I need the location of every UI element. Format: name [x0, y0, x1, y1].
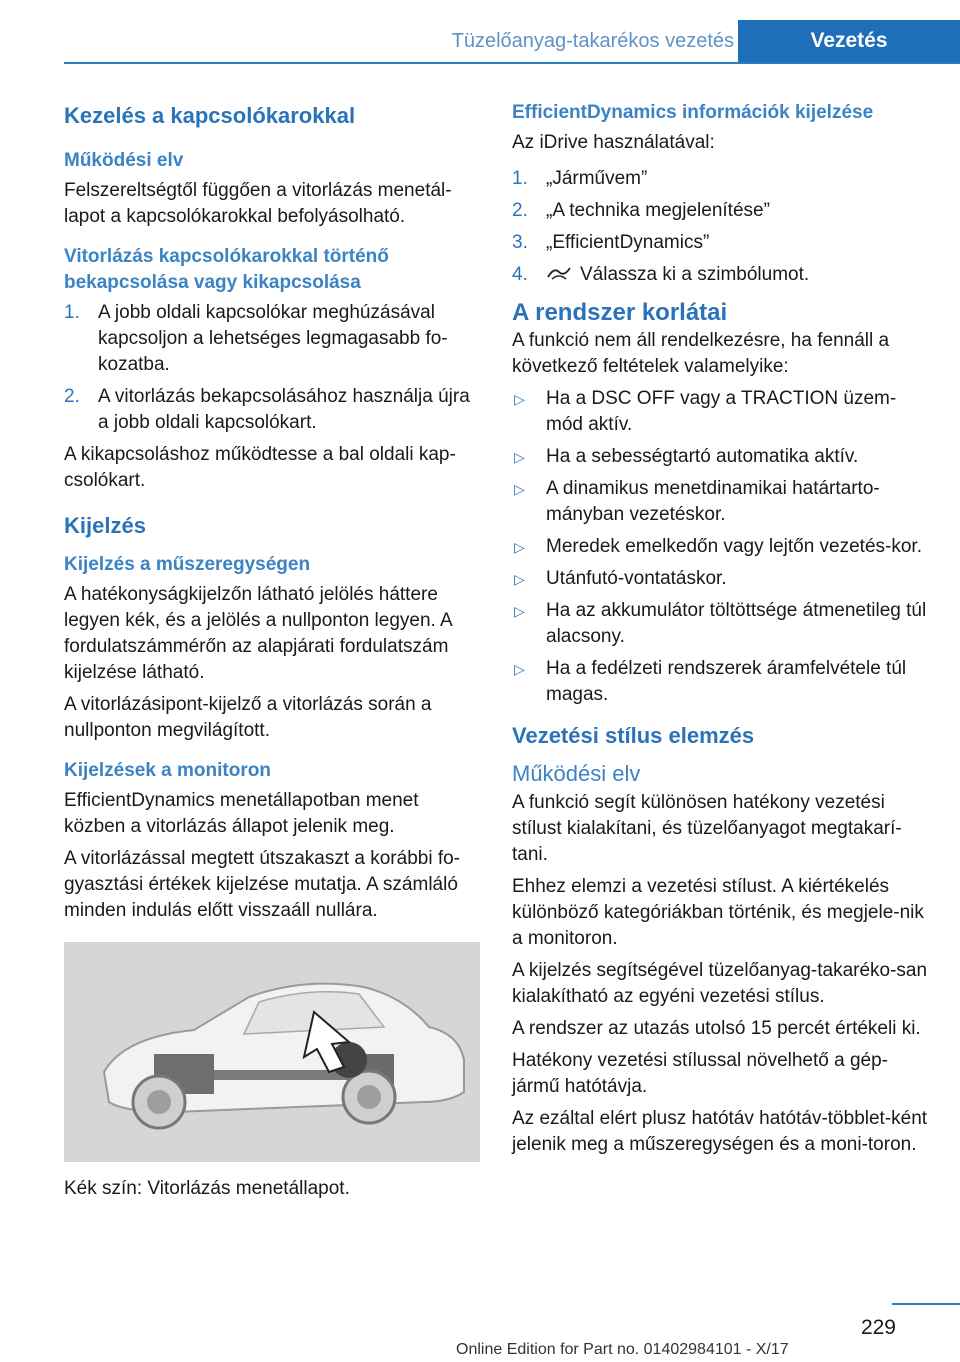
- list-item: [64, 300, 480, 378]
- list-item: [512, 198, 928, 224]
- heading-vezetesi-stilus: Vezetési stílus elemzés: [512, 723, 755, 748]
- efficientdynamics-symbol-icon: [546, 263, 572, 283]
- heading-efficientdynamics-info: EfficientDynamics információk kijelzése: [512, 102, 874, 123]
- list-item: [512, 476, 928, 528]
- bullet-text: Meredek emelkedőn vagy lejtőn vezetés-kor.: [546, 536, 922, 557]
- triangle-bullet-icon: ▷: [514, 449, 525, 465]
- list-item: [512, 230, 928, 256]
- step-number: 1.: [64, 302, 80, 323]
- paragraph-stilus-3: A kijelzés segítségével tüzelőanyag-takaréko-san kialakítható az egyéni vezetési stílus.: [512, 960, 928, 1007]
- bullet-text: Utánfutó-vontatáskor.: [546, 568, 727, 589]
- left-column: [64, 98, 480, 1208]
- paragraph-stilus-5: Hatékony vezetési stílussal növelhető a gép-jármű hatótávja.: [512, 1050, 888, 1097]
- page-header: [64, 22, 960, 64]
- paragraph-efficientdynamics: EfficientDynamics menetállapotban menet közben a vitorlázás állapot jelenik meg.: [64, 790, 419, 837]
- paragraph-stilus-2: Ehhez elemzi a vezetési stílust. A kiértékelés különböző kategóriákban történik, és megjele-nik a monitoron.: [512, 876, 924, 949]
- paragraph-vitorlazaspont: A vitorlázásipont-kijelző a vitorlázás során a nullponton megvilágított.: [64, 694, 432, 741]
- triangle-bullet-icon: ▷: [514, 391, 525, 407]
- car-illustration: [64, 942, 480, 1162]
- triangle-bullet-icon: ▷: [514, 571, 525, 587]
- bullet-text: Ha a fedélzeti rendszerek áramfelvétele túl magas.: [546, 658, 907, 705]
- header-section-title: Tüzelőanyag-takarékos vezetés: [451, 30, 734, 52]
- list-item: [512, 534, 928, 560]
- triangle-bullet-icon: ▷: [514, 661, 525, 677]
- heading-mukodesi-elv-2: Működési elv: [512, 761, 641, 786]
- list-item: [64, 384, 480, 436]
- list-item: [512, 386, 928, 438]
- triangle-bullet-icon: ▷: [514, 481, 525, 497]
- page-number: 229: [860, 1316, 896, 1339]
- bullet-text: Ha az akkumulátor töltöttsége átmenetileg túl alacsony.: [546, 600, 927, 647]
- paragraph-hatekonysag: A hatékonyságkijelzőn látható jelölés háttere legyen kék, és a jelölés a nullponton legyen. A fordulatszámmérőn az alapjárati fordulatszám kijelzése látható.: [64, 584, 452, 683]
- heading-monitor: Kijelzések a monitoron: [64, 760, 271, 781]
- paragraph-utszakasz: A vitorlázással megtett útszakaszt a korábbi fo-gyasztási értékek kijelzése mutatja. A számláló minden indulás előtt visszaáll nullára.: [64, 848, 461, 921]
- step-number: 2.: [64, 386, 80, 407]
- paragraph-stilus-4: A rendszer az utazás utolsó 15 percét értékeli ki.: [512, 1018, 921, 1039]
- paragraph-stilus-6: Az ezáltal elért plusz hatótáv hatótáv-többlet-ként jelenik meg a műszeregységen és a moni-toron.: [512, 1108, 928, 1155]
- bullet-text: Ha a sebességtartó automatika aktív.: [546, 446, 859, 467]
- list-item: [512, 166, 928, 192]
- list-item: [512, 598, 928, 650]
- bullet-text: A dinamikus menetdinamikai határtarto-mányban vezetéskor.: [546, 478, 880, 525]
- heading-kezeles: Kezelés a kapcsolókarokkal: [64, 103, 356, 128]
- list-item: [512, 656, 928, 708]
- steps-list-right: [512, 166, 928, 288]
- step-number: 1.: [512, 168, 528, 189]
- list-item: [512, 566, 928, 592]
- step-number: 3.: [512, 232, 528, 253]
- heading-korlatai: A rendszer korlátai: [512, 299, 728, 326]
- step-text: „EfficientDynamics”: [546, 232, 710, 253]
- steps-list-left: [64, 300, 480, 436]
- bullet-text: Ha a DSC OFF vagy a TRACTION üzem-mód aktív.: [546, 388, 897, 435]
- list-item: [512, 444, 928, 470]
- triangle-bullet-icon: ▷: [514, 539, 525, 555]
- paragraph-korlat: A funkció nem áll rendelkezésre, ha fennáll a következő feltételek valamelyike:: [512, 330, 890, 377]
- car-drivetrain-icon: [64, 942, 480, 1162]
- list-item: [512, 262, 928, 288]
- footer-rule: [892, 1303, 960, 1305]
- triangle-bullet-icon: ▷: [514, 603, 525, 619]
- paragraph-felszereltseg: Felszereltségtől függően a vitorlázás menetál-lapot a kapcsolókarokkal befolyásolható.: [64, 180, 452, 227]
- header-chapter-tab: Vezetés: [738, 20, 960, 62]
- step-text: „A technika megjelenítése”: [546, 200, 770, 221]
- heading-kijelzes: Kijelzés: [64, 513, 146, 538]
- footer-edition: Online Edition for Part no. 01402984101 - X/17: [456, 1341, 789, 1358]
- right-column: [512, 98, 928, 1164]
- paragraph-idrive: Az iDrive használatával:: [512, 132, 715, 153]
- step-text: A jobb oldali kapcsolókar meghúzásával kapcsoljon a lehetséges legmagasabb fo-kozatba.: [98, 302, 448, 375]
- step-text: A vitorlázás bekapcsolásához használja újra a jobb oldali kapcsolókart.: [98, 386, 470, 433]
- heading-vitorlazas: Vitorlázás kapcsolókarokkal történő bekapcsolása vagy kikapcsolása: [64, 246, 389, 293]
- step-text: „Járművem”: [546, 168, 648, 189]
- bullet-list-conditions: [512, 386, 928, 708]
- paragraph-kikapcsolas: A kikapcsoláshoz működtesse a bal oldali kap-csolókart.: [64, 444, 456, 491]
- figure-caption: Kék szín: Vitorlázás menetállapot.: [64, 1178, 350, 1199]
- paragraph-stilus-1: A funkció segít különösen hatékony vezetési stílust kialakítani, és tüzelőanyagot megtakarí-tani.: [512, 792, 902, 865]
- heading-mukodesi-elv: Működési elv: [64, 150, 184, 171]
- heading-muszeregyseg: Kijelzés a műszeregységen: [64, 554, 311, 575]
- step-number: 2.: [512, 200, 528, 221]
- step-number: 4.: [512, 264, 528, 285]
- step-text: Válassza ki a szimbólumot.: [580, 264, 810, 285]
